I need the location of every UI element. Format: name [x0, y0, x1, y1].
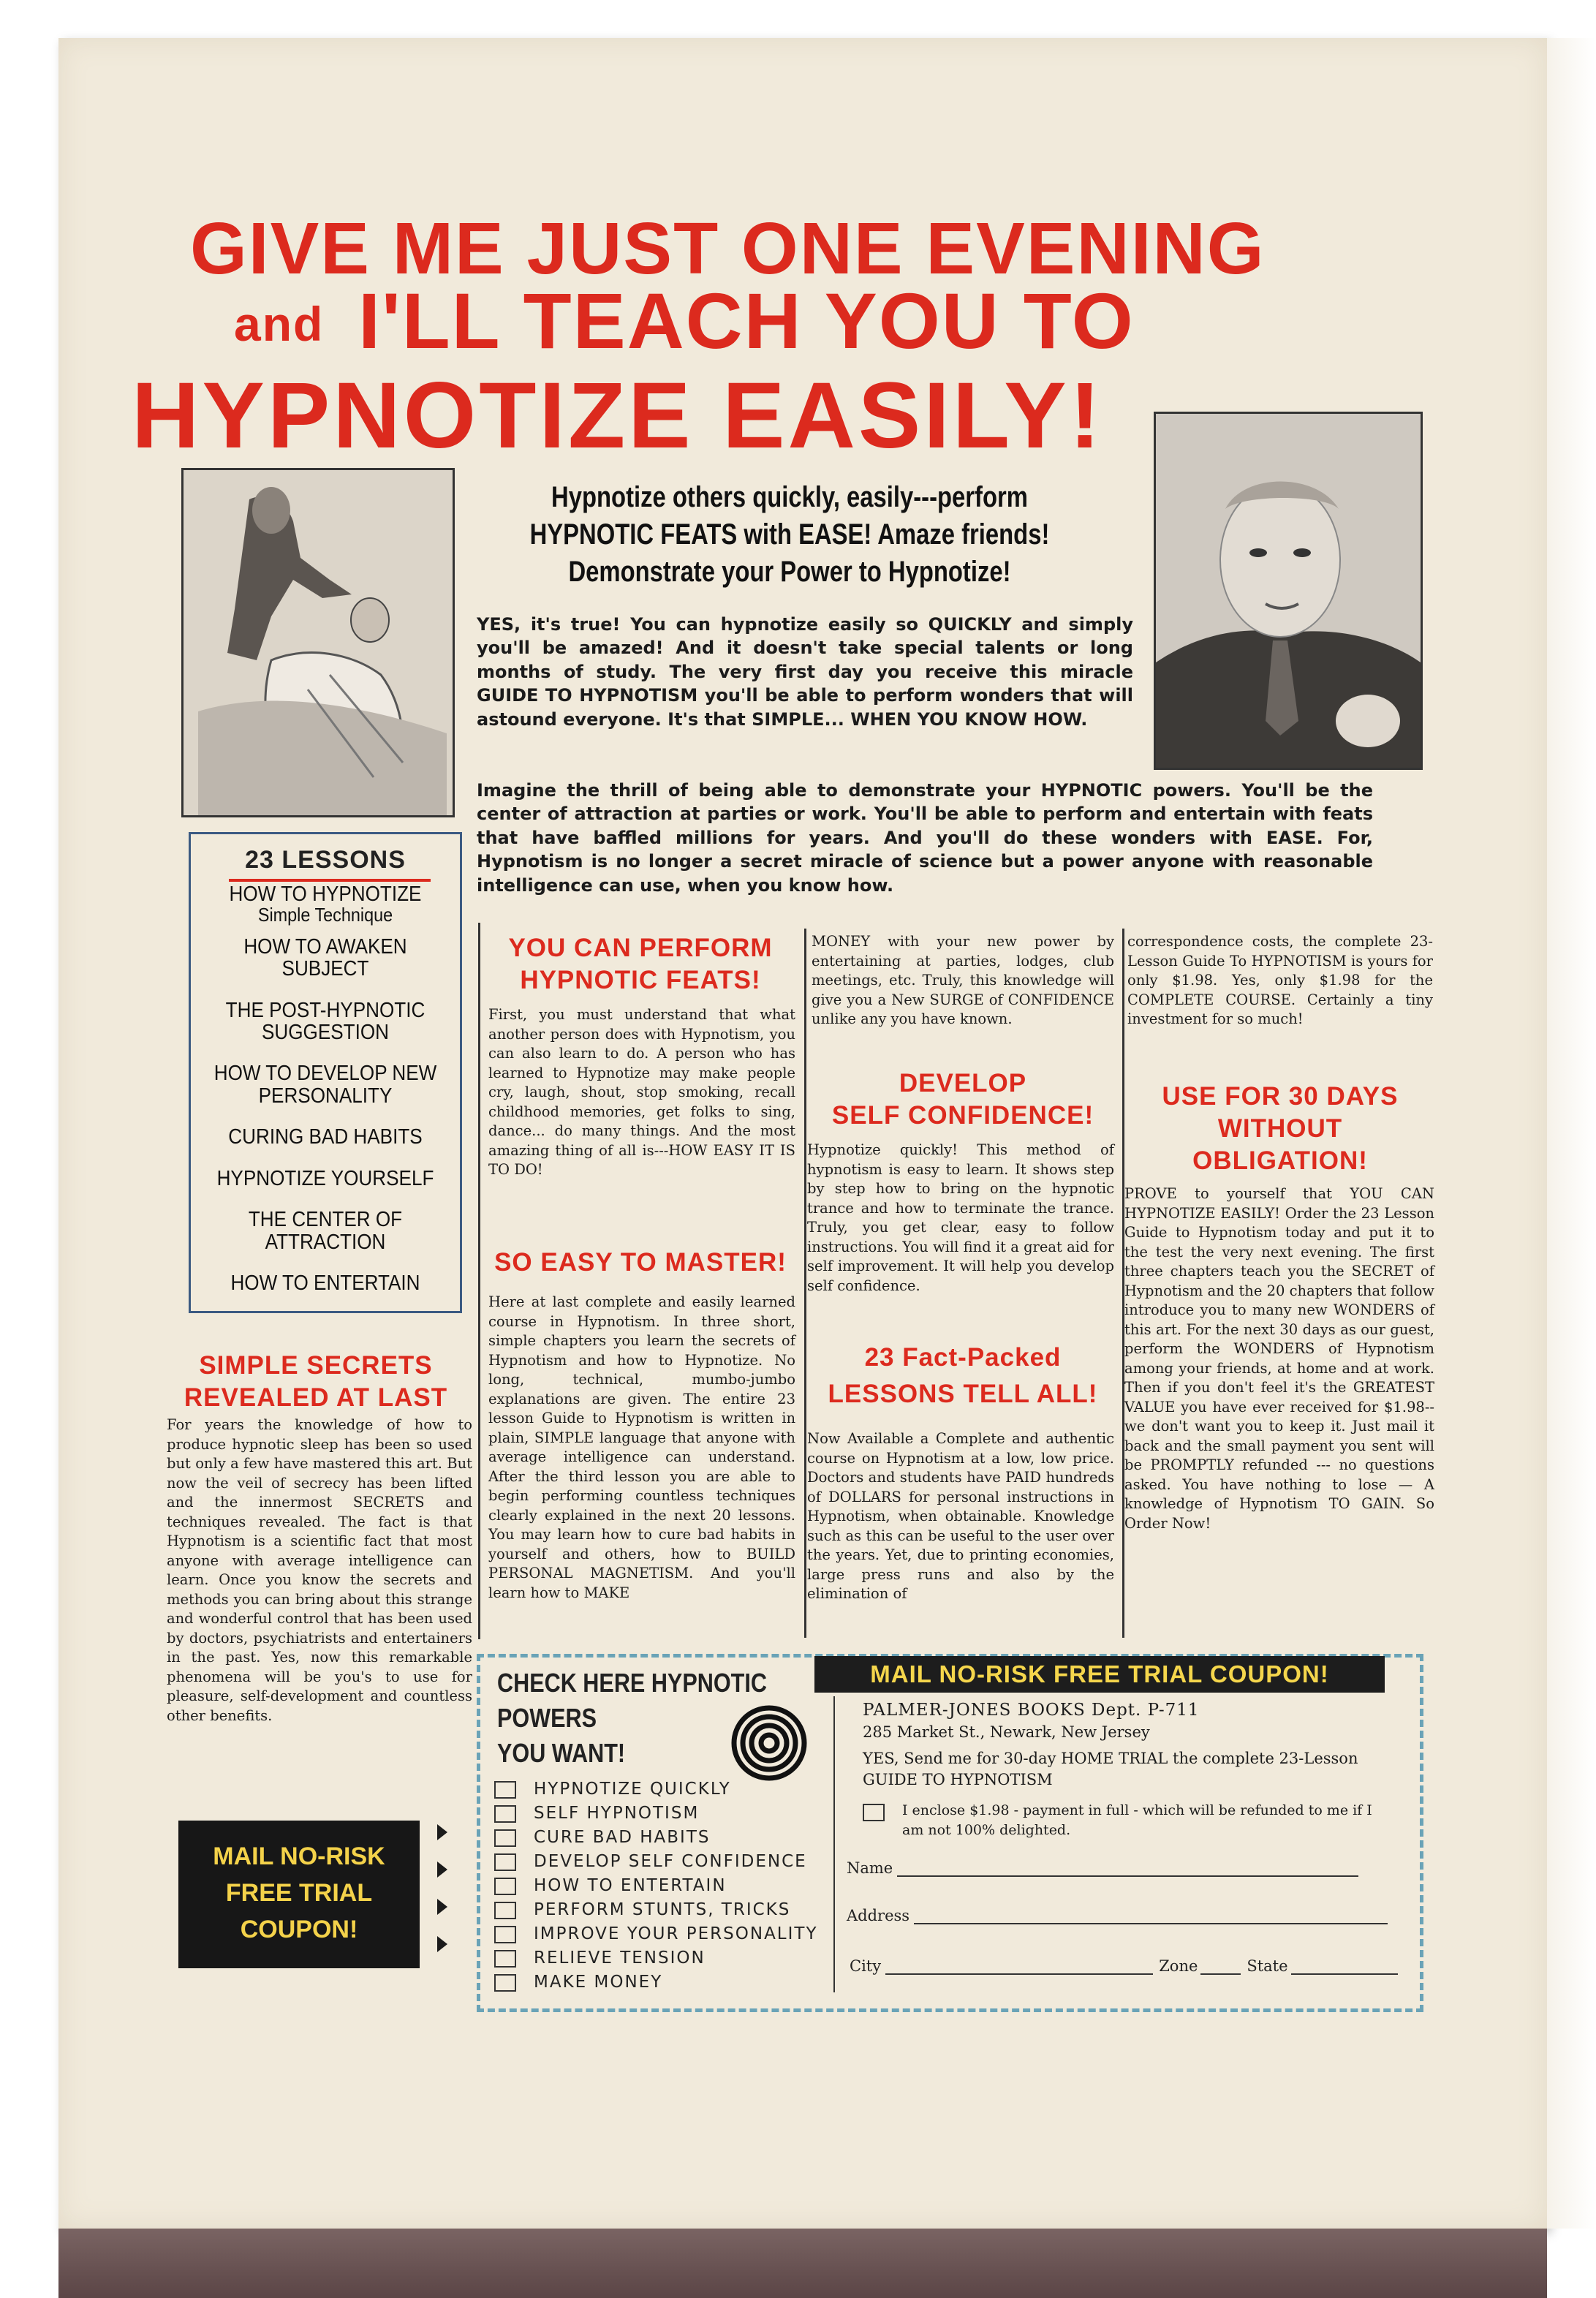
col3-heading-1: USE FOR 30 DAYS — [1162, 1082, 1399, 1111]
state-label: State — [1247, 1957, 1288, 1975]
arrow-icon — [437, 1824, 447, 1840]
col2-body-3: Now Available a Complete and authentic course on Hypnotism at a low, low price. Doctors and students have PAID hundreds of DOLLARS for personal instructions in Hypnotism, when obtainable. Knowledge such as this can be useful to the user over the years. Yet, due to printing economies, large press runs and also by the elimination of — [807, 1430, 1114, 1603]
col2-heading — [812, 1067, 1114, 1132]
col3-heading-2: WITHOUT — [1217, 1114, 1343, 1143]
coupon-divider — [833, 1696, 835, 1992]
col2-heading-1: DEVELOP — [899, 1069, 1027, 1097]
option-label: IMPROVE YOUR PERSONALITY — [534, 1924, 818, 1943]
zone-field[interactable] — [1200, 1957, 1241, 1975]
city-field-row — [850, 1957, 1398, 1975]
column-rule — [804, 929, 806, 1638]
intro-paragraph-1: YES, it's true! You can hypnotize easily so QUICKLY and simply you'll be amazed! And it doesn't take special talents or long months of study. The very first day you receive this miracle GUIDE TO HYPNOTISM you'll be able to perform wonders that will astound everyone. It's that SIMPLE... WHEN YOU KNOW HOW. — [477, 614, 1133, 730]
mail-coupon-callout — [178, 1821, 420, 1968]
checkbox[interactable] — [494, 1878, 516, 1895]
subhead-line-2: HYPNOTIC FEATS with EASE! Amaze friends! — [529, 518, 1050, 551]
company-name: PALMER-JONES BOOKS Dept. P-711 — [863, 1701, 1200, 1720]
checkbox[interactable] — [494, 1829, 516, 1847]
lesson-item: PERSONALITY — [258, 1084, 393, 1108]
name-field[interactable] — [897, 1859, 1358, 1877]
arrow-icon — [437, 1936, 447, 1952]
check-options — [494, 1780, 818, 1997]
option-self-hypnotism[interactable] — [494, 1804, 818, 1828]
checkbox[interactable] — [494, 1781, 516, 1799]
option-develop-confidence[interactable] — [494, 1852, 818, 1876]
secrets-heading — [162, 1350, 469, 1414]
intro-paragraph-2: Imagine the thrill of being able to demonstrate your HYPNOTIC powers. You'll be the center of attraction at parties or work. You'll be able to perform and entertain with feats that have baffled millions for years. And you'll do these wonders with EASE. For, Hypnotism is no longer a secret miracle of science but a power anyone with reasonable intelligence can use, when you know how. — [477, 780, 1373, 896]
option-make-money[interactable] — [494, 1973, 818, 1997]
city-field[interactable] — [885, 1957, 1153, 1975]
col2-heading-2: SELF CONFIDENCE! — [831, 1100, 1094, 1130]
col3-body-2: PROVE to yourself that YOU CAN HYPNOTIZE EASILY! Order the 23 Lesson Guide to Hypnotism today and put it to the test the very next evening. The first three chapters teach you the SECRET of Hypnotism and the 20 chapters that follow introduce you to many new WONDERS of this art. For the next 30 days as our guest, perform the WONDERS of Hypnotism among your friends, at home and at work. Then if you don't feel it's the GREATEST VALUE you have ever received for $1.98--we don't want you to keep it. Just mail it back and the small payment you sent will be PROMPTLY refunded --- no questions asked. You have nothing to lose — A knowledge of Hypnotism TO GAIN. So Order Now! — [1124, 1185, 1434, 1532]
col2-body: MONEY with your new power by entertaining at parties, lodges, club meetings, etc. Truly, this knowledge will give you a New SURGE of CONFIDENCE unlike any you have known. — [812, 933, 1114, 1028]
subhead-line-3: Demonstrate your Power to Hypnotize! — [568, 556, 1011, 589]
option-perform-stunts[interactable] — [494, 1900, 818, 1924]
name-label: Name — [847, 1859, 893, 1877]
lesson-item: SUGGESTION — [261, 1021, 390, 1045]
option-label: CURE BAD HABITS — [534, 1828, 711, 1847]
secrets-heading-2: REVEALED AT LAST — [184, 1383, 448, 1412]
headline-and: and — [234, 297, 325, 351]
page-edge — [1547, 38, 1596, 2229]
option-label: HYPNOTIZE QUICKLY — [534, 1780, 731, 1799]
option-hypnotize-quickly[interactable] — [494, 1780, 818, 1804]
secrets-body: For years the knowledge of how to produce hypnotic sleep has been so used but only a few have mastered this art. But now the veil of secrecy has been lifted and the innermost SECRETS and techniques revealed. The fact is that Hypnotism is a scientific fact that most anyone with average intelligence can learn. Once you know the secrets and methods you can bring about this strange and wonderful control that has been used by doctors, psychiatrists and entertainers in the past. Yes, now this remarkable phenomena will be you's to use for pleasure, self-development and countless other benefits. — [167, 1416, 472, 1724]
col1-heading-2: HYPNOTIC FEATS! — [520, 965, 761, 994]
author-photo — [1154, 412, 1423, 770]
arrow-icon — [437, 1862, 447, 1878]
col1-body-2: Here at last complete and easily learned course in Hypnotism. In three short, simple chapters you learn the secrets of Hypnotism and how to Hypnotize. No long, technical, mumbo-jumbo explanations are given. The entire 23 lesson Guide to Hypnotism is written in plain, SIMPLE language that anyone with average intelligence can understand. After the third lesson you are able to begin performing countless techniques clearly explained in the next 20 lessons. You may learn how to cure bad habits in yourself and others, how to BUILD PERSONAL MAGNETISM. And you'll learn how to MAKE — [488, 1293, 795, 1601]
headline-line-1: GIVE ME JUST ONE EVENING — [190, 208, 1266, 290]
company-address: 285 Market St., Newark, New Jersey — [863, 1723, 1150, 1742]
col3-body: correspondence costs, the complete 23-Lesson Guide To HYPNOTISM is yours for only $1.98. Yes, only $1.98 for the COMPLETE COURSE. Certainly a tiny investment for so much! — [1127, 933, 1433, 1028]
portrait-drawing — [1156, 414, 1421, 768]
option-label: PERFORM STUNTS, TRICKS — [534, 1900, 791, 1919]
address-label: Address — [847, 1907, 910, 1924]
hypnotist-illustration — [181, 468, 455, 817]
option-label: DEVELOP SELF CONFIDENCE — [534, 1852, 807, 1871]
col1-heading-3: SO EASY TO MASTER! — [494, 1248, 787, 1277]
mail-callout-line-1: MAIL NO-RISK — [213, 1842, 385, 1870]
secrets-heading-1: SIMPLE SECRETS — [199, 1351, 433, 1380]
address-field[interactable] — [914, 1907, 1388, 1924]
lessons-box — [189, 832, 462, 1313]
spiral-icon — [731, 1705, 807, 1781]
col3-heading — [1127, 1081, 1433, 1176]
enclose-row — [863, 1801, 1396, 1840]
lesson-item: HYPNOTIZE YOURSELF — [216, 1166, 434, 1190]
lessons-underline — [229, 879, 431, 882]
check-title — [497, 1666, 767, 1771]
headline-line-3: HYPNOTIZE EASILY! — [132, 363, 1104, 468]
lesson-item: HOW TO DEVELOP NEW — [213, 1062, 437, 1086]
zone-label: Zone — [1159, 1957, 1198, 1975]
lesson-item: Simple Technique — [257, 904, 393, 926]
option-relieve-tension[interactable] — [494, 1949, 818, 1973]
order-text: YES, Send me for 30-day HOME TRIAL the complete 23-Lesson GUIDE TO HYPNOTISM — [863, 1749, 1358, 1788]
mail-callout-line-3: COUPON! — [240, 1916, 358, 1943]
lesson-item: HOW TO AWAKEN SUBJECT — [243, 934, 407, 981]
checkbox[interactable] — [494, 1805, 516, 1823]
checkbox[interactable] — [494, 1902, 516, 1919]
check-title-2: POWERS — [497, 1703, 597, 1733]
lesson-item: THE CENTER OF — [248, 1208, 403, 1232]
check-title-1: CHECK HERE HYPNOTIC — [497, 1668, 767, 1698]
lessons-title: 23 LESSONS — [245, 846, 406, 874]
check-title-3: YOU WANT! — [497, 1738, 626, 1768]
checkbox[interactable] — [494, 1853, 516, 1871]
address-field-row — [847, 1907, 1388, 1924]
city-label: City — [850, 1957, 882, 1975]
order-form — [863, 1698, 1396, 1840]
lesson-item: HOW TO HYPNOTIZE — [229, 882, 422, 906]
enclose-text: I enclose $1.98 - payment in full - which will be refunded to me if I am not 100% delighted. — [902, 1802, 1372, 1838]
option-cure-bad-habits[interactable] — [494, 1828, 818, 1852]
checkbox[interactable] — [494, 1926, 516, 1943]
col2-body-2: Hypnotize quickly! This method of hypnotism is easy to learn. It shows step by step how to bring on the hypnotic trance and how to terminate the trance. Truly, you get clear, easy to follow instructions. You will find it a great aid for self improvement. It will help you develop self confidence. — [807, 1141, 1114, 1294]
checkbox[interactable] — [494, 1974, 516, 1992]
lesson-item: ATTRACTION — [265, 1230, 386, 1254]
lesson-item: CURING BAD HABITS — [228, 1125, 423, 1149]
arrow-icon — [437, 1899, 447, 1915]
headline-line-2: I'LL TEACH YOU TO — [358, 276, 1135, 365]
col1-body: First, you must understand that what another person does with Hypnotism, you can also learn to do. A person who has learned to Hypnotize may make people cry, laugh, shout, stop smoking, recall childhood memories, get folks to sing, dance... do many things. And the most amazing thing of all is---HOW EASY IT IS TO DO! — [488, 1006, 795, 1179]
subhead-line-1: Hypnotize others quickly, easily---perform — [551, 481, 1028, 513]
option-how-to-entertain[interactable] — [494, 1876, 818, 1900]
option-label: MAKE MONEY — [534, 1973, 663, 1992]
col1-heading-1: YOU CAN PERFORM — [508, 934, 773, 962]
mail-callout-line-2: FREE TRIAL — [225, 1879, 373, 1907]
col1-heading — [487, 932, 794, 997]
col2-heading-3: 23 Fact-Packed — [864, 1343, 1062, 1372]
enclose-checkbox[interactable] — [863, 1804, 885, 1821]
coupon-header: MAIL NO-RISK FREE TRIAL COUPON! — [814, 1656, 1385, 1693]
option-improve-personality[interactable] — [494, 1924, 818, 1949]
backdrop-edge — [58, 2229, 1547, 2298]
option-label: RELIEVE TENSION — [534, 1949, 706, 1968]
state-field[interactable] — [1291, 1957, 1398, 1975]
name-field-row — [847, 1859, 1358, 1877]
subheadline — [454, 479, 1125, 591]
hypnotist-drawing — [184, 470, 453, 815]
option-label: SELF HYPNOTISM — [534, 1804, 700, 1823]
col2-heading-4: LESSONS TELL ALL! — [828, 1379, 1098, 1408]
checkbox[interactable] — [494, 1950, 516, 1968]
column-rule — [478, 923, 480, 1639]
col2-heading-b — [812, 1342, 1114, 1410]
col3-heading-3: OBLIGATION! — [1192, 1146, 1368, 1175]
lesson-item: THE POST-HYPNOTIC — [225, 998, 426, 1022]
option-label: HOW TO ENTERTAIN — [534, 1876, 727, 1895]
lesson-item: HOW TO ENTERTAIN — [230, 1271, 420, 1296]
